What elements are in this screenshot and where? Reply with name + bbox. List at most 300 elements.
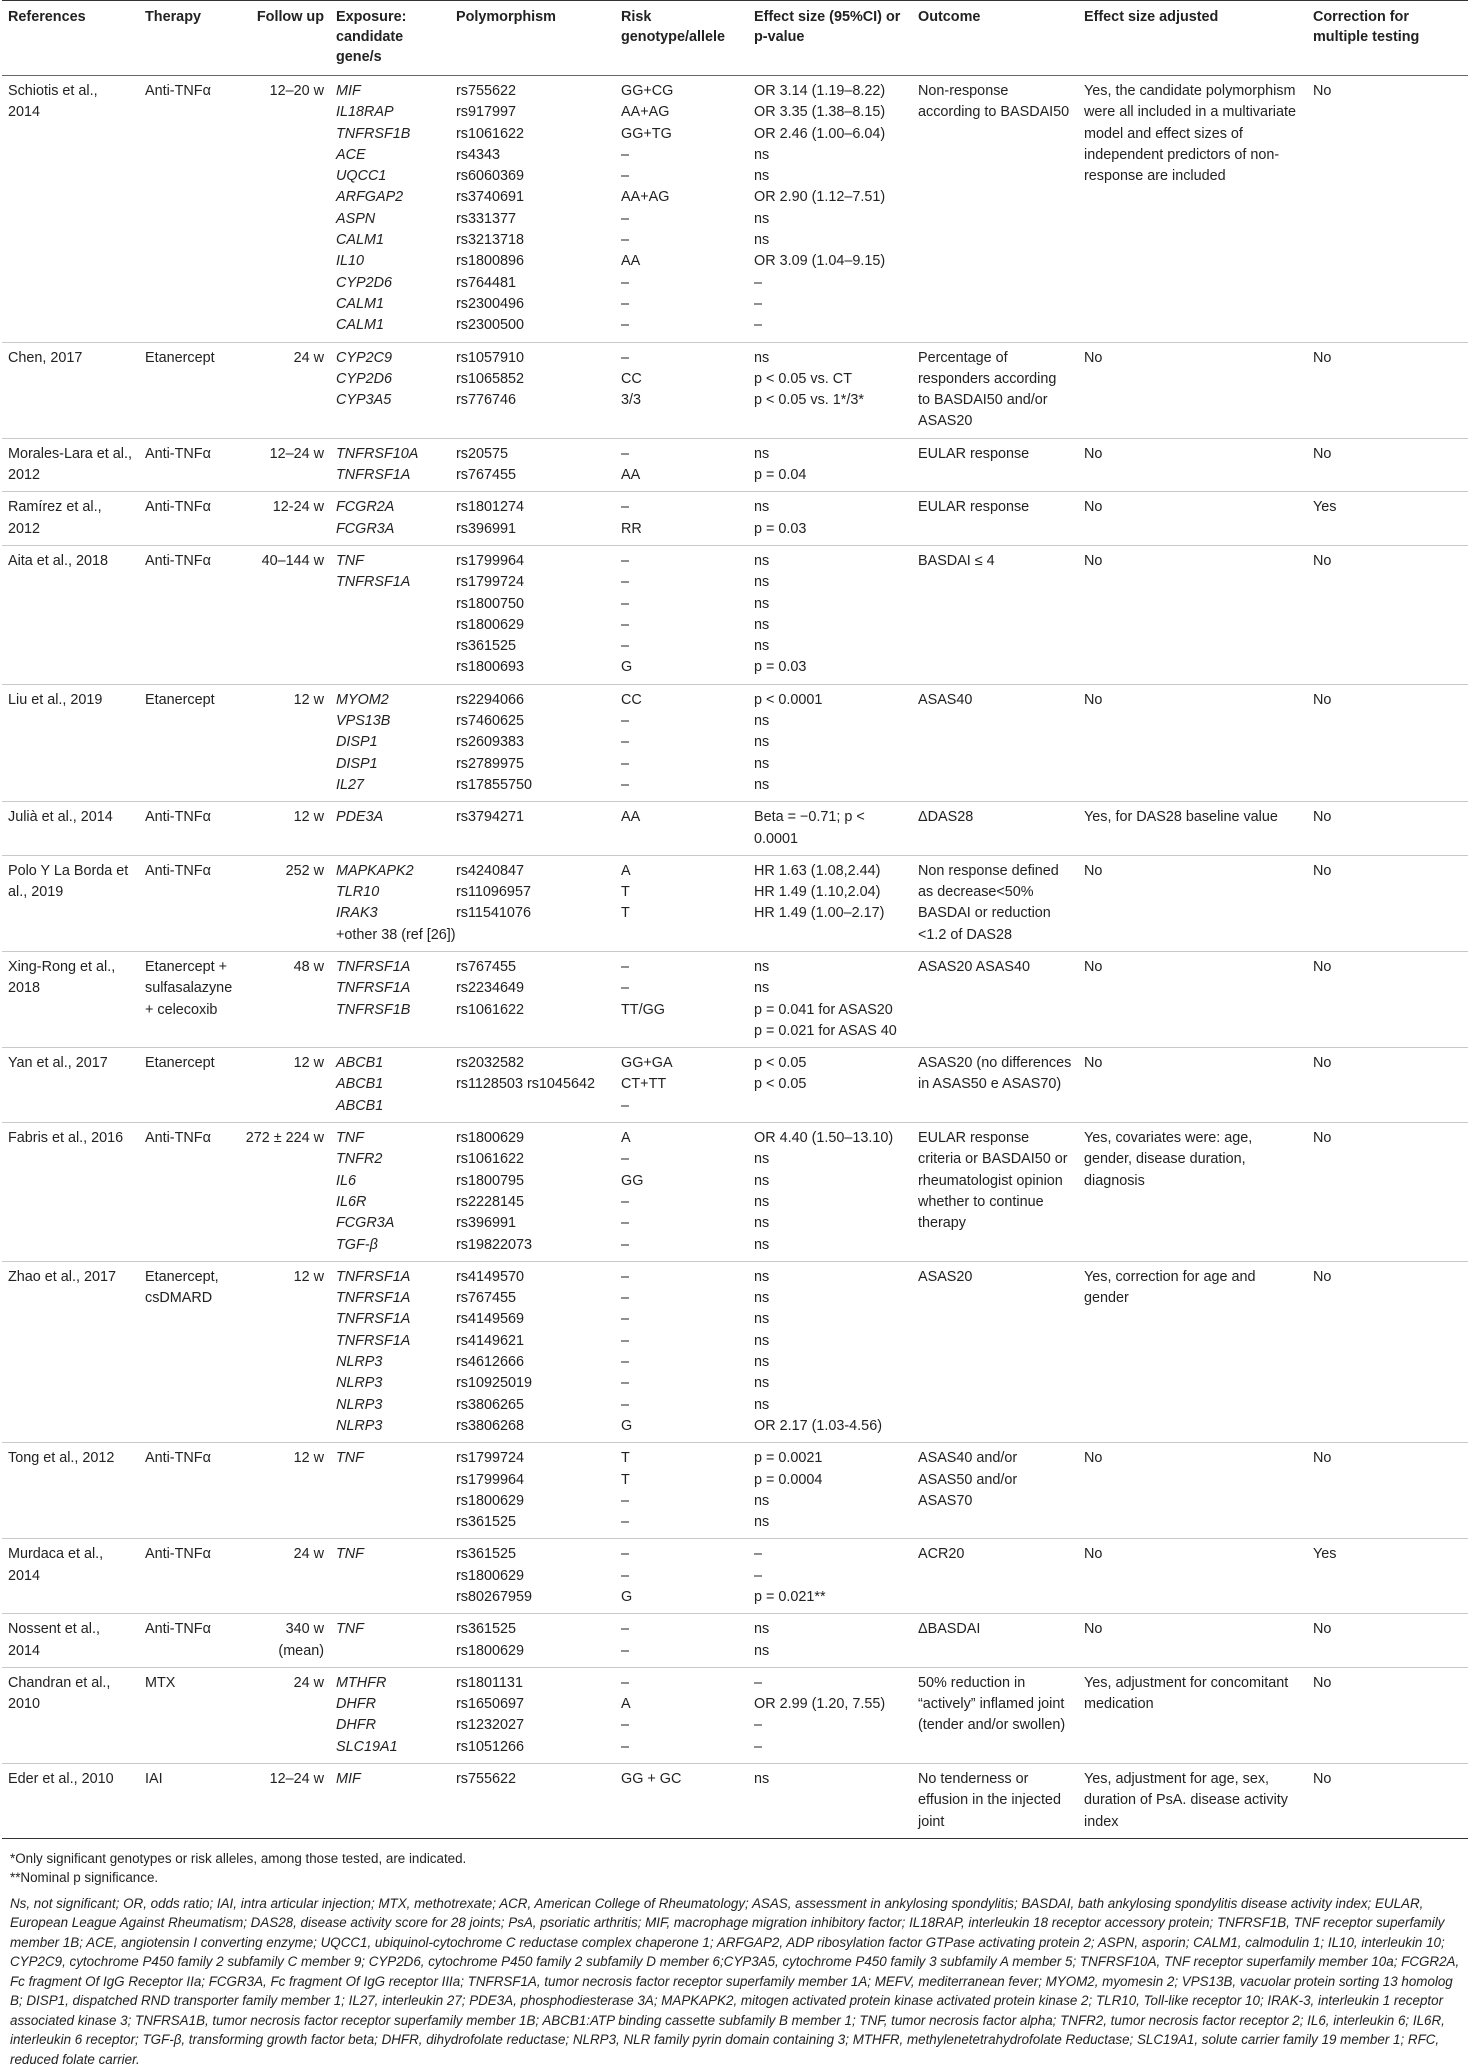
cell-polymorphism-line: rs4343: [456, 146, 501, 163]
cell-follow-up: 24 w: [239, 342, 330, 438]
table-row: [2, 1614, 1468, 1668]
cell-effect-size-line: –: [754, 317, 763, 334]
header-polymorphism: Polymorphism: [450, 1, 615, 76]
cell-therapy: Anti-TNFα: [139, 1614, 239, 1668]
cell-gene-line: DISP1: [336, 755, 378, 772]
cell-effect-size-line: 0.0001: [754, 830, 799, 847]
cell-polymorphism-line: rs11541076: [456, 905, 531, 922]
cell-follow-up: 12–24 w: [239, 1764, 330, 1839]
cell-polymorphism-line: rs6060369: [456, 168, 525, 185]
cell-correction: No: [1307, 1667, 1468, 1763]
cell-gene-line: TNFRSF1A: [336, 574, 411, 591]
cell-effect-size-line: OR 4.40 (1.50–13.10): [754, 1130, 894, 1147]
cell-gene-line: IL18RAP: [336, 104, 394, 121]
cell-outcome: Percentage of responders according to BASDAI50 and/or ASAS20: [912, 342, 1078, 438]
header-follow-up: Follow up: [239, 1, 330, 76]
cell-risk-genotype-line: G: [621, 1589, 633, 1605]
cell-gene-line: TGF-β: [336, 1236, 378, 1253]
table-body: [2, 76, 1468, 1839]
table-row: [2, 1539, 1468, 1614]
cell-effect-adjusted: No: [1078, 951, 1307, 1047]
cell-correction: Yes: [1307, 492, 1468, 546]
cell-polymorphism-line: rs1800693: [456, 659, 525, 676]
cell-gene: [330, 802, 450, 856]
cell-gene: [330, 1123, 450, 1262]
cell-gene-line: +other 38 (ref [26]): [336, 926, 456, 943]
cell-risk-genotype: [615, 438, 748, 492]
cell-follow-up: 12 w: [239, 1443, 330, 1539]
cell-polymorphism-line: rs10925019: [456, 1375, 533, 1392]
cell-outcome: ASAS40 and/or ASAS50 and/or ASAS70: [912, 1443, 1078, 1539]
cell-gene-line: TNFRSF1A: [336, 1268, 411, 1285]
cell-therapy: Etanercept, csDMARD: [139, 1261, 239, 1442]
cell-reference: Schiotis et al., 2014: [2, 76, 139, 343]
cell-polymorphism-line: rs396991: [456, 520, 517, 537]
cell-polymorphism-line: rs3213718: [456, 232, 525, 249]
cell-risk-genotype-line: GG+CG: [621, 83, 674, 99]
cell-risk-genotype: [615, 545, 748, 684]
cell-correction: No: [1307, 855, 1468, 951]
cell-effect-size-line: ns: [754, 1236, 770, 1253]
cell-risk-genotype-line: –: [621, 1290, 630, 1307]
cell-effect-size-line: ns: [754, 1771, 770, 1788]
cell-follow-up: 340 w (mean): [239, 1614, 330, 1668]
cell-gene-line: TNF: [336, 552, 364, 569]
table-row: [2, 802, 1468, 856]
cell-outcome: ACR20: [912, 1539, 1078, 1614]
cell-effect-size-line: p < 0.05: [754, 1076, 807, 1093]
cell-risk-genotype-line: G: [621, 659, 633, 676]
cell-polymorphism: [450, 951, 615, 1047]
cell-correction: No: [1307, 1123, 1468, 1262]
cell-risk-genotype-line: –: [621, 1674, 630, 1691]
cell-gene: [330, 1261, 450, 1442]
cell-follow-up: 12 w: [239, 1048, 330, 1123]
cell-risk-genotype-line: A: [621, 1696, 631, 1713]
cell-polymorphism-line: rs917997: [456, 104, 517, 121]
table-row: [2, 1667, 1468, 1763]
header-correction: Correction for multiple testing: [1307, 1, 1468, 76]
cell-effect-size-line: p = 0.04: [754, 467, 807, 484]
cell-effect-size-line: ns: [754, 958, 770, 975]
cell-gene: [330, 1764, 450, 1839]
cell-risk-genotype: [615, 802, 748, 856]
cell-gene-line: TNF: [336, 1130, 364, 1147]
cell-gene: [330, 855, 456, 951]
cell-polymorphism-line: rs20575: [456, 445, 509, 462]
cell-effect-size-line: ns: [754, 445, 770, 462]
cell-polymorphism-line: rs7460625: [456, 713, 525, 730]
cell-effect-size-line: ns: [754, 1375, 770, 1392]
table-row: [2, 1261, 1468, 1442]
cell-gene-line: TNFRSF1B: [336, 125, 411, 142]
cell-therapy: Etanercept + sulfasalazyne + celecoxib: [139, 951, 239, 1047]
cell-risk-genotype-line: –: [621, 146, 630, 163]
cell-effect-size: [748, 1614, 912, 1668]
table-row: [2, 1048, 1468, 1123]
cell-gene-line: CYP3A5: [336, 392, 392, 409]
cell-effect-size: [748, 342, 912, 438]
cell-polymorphism-line: rs1799964: [456, 552, 525, 569]
table-row: [2, 1764, 1468, 1839]
cell-risk-genotype-line: GG+TG: [621, 125, 672, 142]
header-therapy: Therapy: [139, 1, 239, 76]
cell-risk-genotype: [615, 855, 748, 951]
cell-gene-line: ABCB1: [336, 1055, 384, 1072]
cell-polymorphism: [450, 1614, 615, 1668]
cell-reference: Eder et al., 2010: [2, 1764, 139, 1839]
cell-polymorphism-line: rs1799724: [456, 574, 525, 591]
cell-gene: [330, 492, 450, 546]
cell-gene: [330, 545, 450, 684]
cell-effect-size: [748, 684, 912, 801]
cell-polymorphism-line: rs1800750: [456, 595, 525, 612]
cell-effect-size-line: –: [754, 1738, 763, 1755]
cell-gene-line: FCGR3A: [336, 520, 395, 537]
cell-polymorphism-line: rs767455: [456, 467, 517, 484]
cell-gene-line: VPS13B: [336, 713, 391, 730]
cell-gene-line: TNFRSF1A: [336, 1290, 411, 1307]
cell-effect-size-line: OR 2.90 (1.12–7.51): [754, 189, 886, 206]
cell-polymorphism-line: rs2228145: [456, 1193, 525, 1210]
cell-follow-up: 40–144 w: [239, 545, 330, 684]
cell-polymorphism: [450, 1764, 615, 1839]
cell-gene-line: IL10: [336, 253, 365, 270]
cell-effect-size-line: ns: [754, 980, 770, 997]
cell-outcome: ΔDAS28: [912, 802, 1078, 856]
cell-polymorphism: [450, 1261, 615, 1442]
cell-polymorphism-line: rs361525: [456, 638, 517, 655]
cell-gene-line: MTHFR: [336, 1674, 387, 1691]
cell-risk-genotype-line: G: [621, 1417, 633, 1434]
cell-risk-genotype-line: –: [621, 638, 630, 655]
cell-outcome: Non-response according to BASDAI50: [912, 76, 1078, 343]
cell-risk-genotype-line: –: [621, 980, 630, 997]
cell-reference: Murdaca et al., 2014: [2, 1539, 139, 1614]
cell-polymorphism-line: rs1057910: [456, 349, 525, 366]
cell-follow-up: 12-24 w: [239, 492, 330, 546]
footnote-double-star: **Nominal p significance.: [10, 1870, 159, 1886]
cell-effect-size: [748, 802, 912, 856]
cell-gene: [330, 1614, 450, 1668]
cell-effect-size-line: ns: [754, 1268, 770, 1285]
cell-effect-size-line: ns: [754, 1396, 770, 1413]
cell-polymorphism-line: rs1800896: [456, 253, 525, 270]
cell-effect-size-line: p = 0.03: [754, 659, 807, 676]
cell-polymorphism-line: rs361525: [456, 1621, 517, 1638]
cell-risk-genotype-line: –: [621, 1193, 630, 1210]
cell-effect-size-line: p = 0.0021: [754, 1450, 823, 1467]
cell-follow-up: 12–20 w: [239, 76, 330, 343]
cell-effect-size-line: ns: [754, 1354, 770, 1371]
cell-risk-genotype-line: CC: [621, 370, 642, 387]
cell-risk-genotype-line: AA+AG: [621, 104, 670, 121]
cell-gene-line: DISP1: [336, 734, 378, 751]
cell-effect-size: [748, 438, 912, 492]
cell-risk-genotype-line: –: [621, 232, 630, 249]
cell-effect-size: [748, 1539, 912, 1614]
cell-polymorphism-line: rs2300500: [456, 317, 525, 334]
cell-polymorphism-line: rs2294066: [456, 691, 525, 708]
cell-gene: [330, 684, 450, 801]
cell-effect-size-line: ns: [754, 1290, 770, 1307]
cell-risk-genotype: [615, 342, 748, 438]
cell-polymorphism: [450, 545, 615, 684]
header-outcome: Outcome: [912, 1, 1078, 76]
cell-risk-genotype-line: T: [621, 1450, 630, 1467]
cell-effect-adjusted: No: [1078, 1443, 1307, 1539]
cell-correction: No: [1307, 951, 1468, 1047]
cell-risk-genotype-line: CT+TT: [621, 1076, 667, 1093]
cell-effect-size-line: ns: [754, 1193, 770, 1210]
header-row: [2, 1, 1468, 76]
cell-therapy: Etanercept: [139, 684, 239, 801]
cell-effect-adjusted: Yes, the candidate polymorphism were all included in a multivariate model and effect sizes of independent predictors of non-response are included: [1078, 76, 1307, 343]
cell-polymorphism-line: rs1800629: [456, 1567, 525, 1584]
header-references: References: [2, 1, 139, 76]
cell-risk-genotype-line: –: [621, 958, 630, 975]
cell-reference: Nossent et al., 2014: [2, 1614, 139, 1668]
cell-reference: Ramírez et al., 2012: [2, 492, 139, 546]
cell-outcome: ASAS40: [912, 684, 1078, 801]
cell-effect-size-line: ns: [754, 1642, 770, 1659]
cell-correction: No: [1307, 76, 1468, 343]
cell-effect-adjusted: Yes, adjustment for concomitant medication: [1078, 1667, 1307, 1763]
cell-effect-size: [748, 1048, 912, 1123]
cell-polymorphism-line: rs1128503 rs1045642: [456, 1076, 595, 1093]
cell-risk-genotype-line: –: [621, 1236, 630, 1253]
table-row: [2, 684, 1468, 801]
cell-polymorphism-line: rs1801274: [456, 499, 525, 516]
cell-polymorphism-line: rs4612666: [456, 1354, 525, 1371]
cell-risk-genotype-line: –: [621, 1332, 630, 1349]
cell-risk-genotype-line: –: [621, 1492, 630, 1509]
cell-polymorphism-line: rs767455: [456, 1290, 517, 1307]
cell-effect-adjusted: No: [1078, 438, 1307, 492]
cell-follow-up: 12–24 w: [239, 438, 330, 492]
cell-effect-size: [748, 76, 912, 343]
cell-effect-size: [748, 545, 912, 684]
cell-risk-genotype: [615, 1667, 748, 1763]
cell-reference: Aita et al., 2018: [2, 545, 139, 684]
cell-effect-size: [748, 1764, 912, 1839]
cell-effect-size-line: ns: [754, 574, 770, 591]
cell-polymorphism: [450, 492, 615, 546]
cell-polymorphism-line: rs4149569: [456, 1311, 525, 1328]
cell-outcome: ASAS20 (no differences in ASAS50 e ASAS70): [912, 1048, 1078, 1123]
cell-outcome: EULAR response criteria or BASDAI50 or rheumatologist opinion whether to continue therapy: [912, 1123, 1078, 1262]
cell-risk-genotype-line: –: [621, 1621, 630, 1638]
cell-risk-genotype: [615, 1261, 748, 1442]
cell-risk-genotype-line: T: [621, 884, 630, 901]
cell-effect-size-line: p = 0.03: [754, 520, 807, 537]
cell-effect-size-line: p < 0.05 vs. CT: [754, 370, 852, 387]
cell-gene-line: PDE3A: [336, 809, 384, 826]
cell-outcome: Non response defined as decrease<50% BASDAI or reduction <1.2 of DAS28: [912, 855, 1078, 951]
cell-effect-size-line: OR 3.09 (1.04–9.15): [754, 253, 886, 270]
cell-polymorphism-line: rs1051266: [456, 1738, 525, 1755]
cell-effect-size-line: ns: [754, 638, 770, 655]
cell-risk-genotype-line: –: [621, 1268, 630, 1285]
cell-reference: Yan et al., 2017: [2, 1048, 139, 1123]
cell-effect-size-line: OR 3.35 (1.38–8.15): [754, 104, 886, 121]
cell-effect-size-line: ns: [754, 146, 770, 163]
cell-risk-genotype-line: –: [621, 210, 630, 227]
cell-polymorphism-line: rs19822073: [456, 1236, 533, 1253]
cell-follow-up: 12 w: [239, 802, 330, 856]
cell-therapy: Anti-TNFα: [139, 1539, 239, 1614]
cell-polymorphism-line: rs2609383: [456, 734, 525, 751]
cell-polymorphism-line: rs361525: [456, 1546, 517, 1563]
cell-correction: Yes: [1307, 1539, 1468, 1614]
cell-gene-line: NLRP3: [336, 1417, 383, 1434]
cell-effect-size-line: –: [754, 1567, 763, 1584]
cell-risk-genotype-line: –: [621, 713, 630, 730]
cell-effect-adjusted: No: [1078, 492, 1307, 546]
cell-risk-genotype-line: –: [621, 1642, 630, 1659]
cell-polymorphism-line: rs2032582: [456, 1055, 525, 1072]
cell-outcome: No tenderness or effusion in the injected joint: [912, 1764, 1078, 1839]
cell-outcome: EULAR response: [912, 438, 1078, 492]
cell-polymorphism-line: rs1800629: [456, 1130, 525, 1147]
cell-risk-genotype-line: –: [621, 1097, 630, 1114]
cell-polymorphism-line: rs1799964: [456, 1471, 525, 1488]
cell-effect-size-line: ns: [754, 1332, 770, 1349]
table-row: [2, 1443, 1468, 1539]
cell-gene-line: ABCB1: [336, 1076, 384, 1093]
cell-reference: Chandran et al., 2010: [2, 1667, 139, 1763]
cell-polymorphism-line: rs3740691: [456, 189, 525, 206]
cell-effect-size-line: –: [754, 1717, 763, 1734]
cell-gene-line: IL27: [336, 776, 365, 793]
cell-effect-size-line: p = 0.021 for ASAS 40: [754, 1022, 897, 1039]
cell-polymorphism-line: rs1800629: [456, 616, 525, 633]
cell-risk-genotype-line: AA: [621, 253, 641, 270]
cell-gene-line: TNFRSF1A: [336, 467, 411, 484]
cell-effect-size-line: ns: [754, 1621, 770, 1638]
cell-effect-adjusted: Yes, adjustment for age, sex, duration of PsA. disease activity index: [1078, 1764, 1307, 1839]
cell-follow-up: 24 w: [239, 1539, 330, 1614]
cell-gene-line: CYP2D6: [336, 370, 392, 387]
cell-therapy: Anti-TNFα: [139, 492, 239, 546]
cell-polymorphism-line: rs1061622: [456, 1001, 525, 1018]
cell-polymorphism: [450, 76, 615, 343]
cell-effect-size-line: ns: [754, 616, 770, 633]
cell-effect-size-line: ns: [754, 232, 770, 249]
cell-gene: [330, 438, 450, 492]
cell-risk-genotype: [615, 684, 748, 801]
cell-gene: [330, 1667, 450, 1763]
cell-correction: No: [1307, 1048, 1468, 1123]
cell-follow-up: 252 w: [239, 855, 330, 951]
cell-therapy: IAI: [139, 1764, 239, 1839]
cell-polymorphism: [450, 855, 615, 951]
cell-gene-line: IL6R: [336, 1193, 367, 1210]
cell-risk-genotype-line: GG + GC: [621, 1771, 682, 1788]
cell-risk-genotype: [615, 1764, 748, 1839]
cell-risk-genotype-line: –: [621, 574, 630, 591]
cell-reference: Fabris et al., 2016: [2, 1123, 139, 1262]
cell-effect-size: [748, 1261, 912, 1442]
cell-risk-genotype-line: RR: [621, 520, 642, 537]
cell-risk-genotype-line: –: [621, 552, 630, 569]
cell-gene: [330, 951, 450, 1047]
cell-effect-size: [748, 492, 912, 546]
cell-effect-size: [748, 1667, 912, 1763]
cell-polymorphism-line: rs1061622: [456, 1151, 525, 1168]
cell-risk-genotype-line: TT/GG: [621, 1001, 665, 1018]
cell-polymorphism: [450, 1667, 615, 1763]
cell-correction: No: [1307, 802, 1468, 856]
cell-risk-genotype: [615, 1123, 748, 1262]
cell-outcome: ASAS20 ASAS40: [912, 951, 1078, 1047]
cell-therapy: Anti-TNFα: [139, 545, 239, 684]
cell-effect-size-line: ns: [754, 1215, 770, 1232]
cell-effect-size-line: –: [754, 1674, 763, 1691]
cell-therapy: Anti-TNFα: [139, 1443, 239, 1539]
cell-polymorphism-line: rs4240847: [456, 862, 525, 879]
cell-risk-genotype-line: CC: [621, 691, 642, 708]
cell-risk-genotype-line: –: [621, 734, 630, 751]
cell-effect-size-line: ns: [754, 595, 770, 612]
cell-polymorphism-line: rs1799724: [456, 1450, 525, 1467]
cell-risk-genotype-line: –: [621, 1396, 630, 1413]
cell-gene: [330, 1443, 450, 1539]
cell-gene-line: MIF: [336, 83, 361, 99]
cell-outcome: ASAS20: [912, 1261, 1078, 1442]
cell-risk-genotype-line: AA: [621, 809, 641, 826]
cell-reference: Xing-Rong et al., 2018: [2, 951, 139, 1047]
cell-polymorphism: [450, 802, 615, 856]
cell-risk-genotype-line: –: [621, 776, 630, 793]
cell-effect-adjusted: Yes, for DAS28 baseline value: [1078, 802, 1307, 856]
cell-gene-line: ABCB1: [336, 1097, 384, 1114]
cell-gene: [330, 1539, 450, 1614]
cell-risk-genotype-line: –: [621, 168, 630, 185]
cell-gene-line: TNF: [336, 1546, 364, 1563]
cell-gene-line: CALM1: [336, 295, 384, 312]
cell-risk-genotype-line: –: [621, 1567, 630, 1584]
table-row: [2, 951, 1468, 1047]
cell-follow-up: 272 ± 224 w: [239, 1123, 330, 1262]
table-footnotes: [2, 1839, 1471, 2069]
cell-risk-genotype-line: –: [621, 499, 630, 516]
cell-effect-size-line: ns: [754, 210, 770, 227]
cell-therapy: Etanercept: [139, 342, 239, 438]
cell-gene-line: DHFR: [336, 1717, 376, 1734]
cell-risk-genotype-line: –: [621, 1717, 630, 1734]
cell-effect-size-line: ns: [754, 755, 770, 772]
cell-effect-size-line: HR 1.49 (1.00–2.17): [754, 905, 885, 922]
cell-gene-line: ASPN: [336, 210, 376, 227]
cell-therapy: Anti-TNFα: [139, 855, 239, 951]
cell-effect-size-line: p < 0.05 vs. 1*/3*: [754, 392, 865, 409]
cell-polymorphism: [450, 1539, 615, 1614]
cell-effect-size-line: ns: [754, 499, 770, 516]
cell-gene-line: CYP2D6: [336, 274, 392, 291]
cell-effect-size-line: p < 0.05: [754, 1055, 807, 1072]
cell-reference: Chen, 2017: [2, 342, 139, 438]
cell-effect-size-line: ns: [754, 1311, 770, 1328]
cell-reference: Tong et al., 2012: [2, 1443, 139, 1539]
header-risk: Risk genotype/allele: [615, 1, 748, 76]
cell-polymorphism: [450, 342, 615, 438]
cell-polymorphism: [450, 684, 615, 801]
cell-gene-line: TNFRSF1A: [336, 980, 411, 997]
cell-reference: Zhao et al., 2017: [2, 1261, 139, 1442]
cell-risk-genotype-line: –: [621, 1215, 630, 1232]
cell-effect-size-line: HR 1.49 (1.10,2.04): [754, 884, 881, 901]
